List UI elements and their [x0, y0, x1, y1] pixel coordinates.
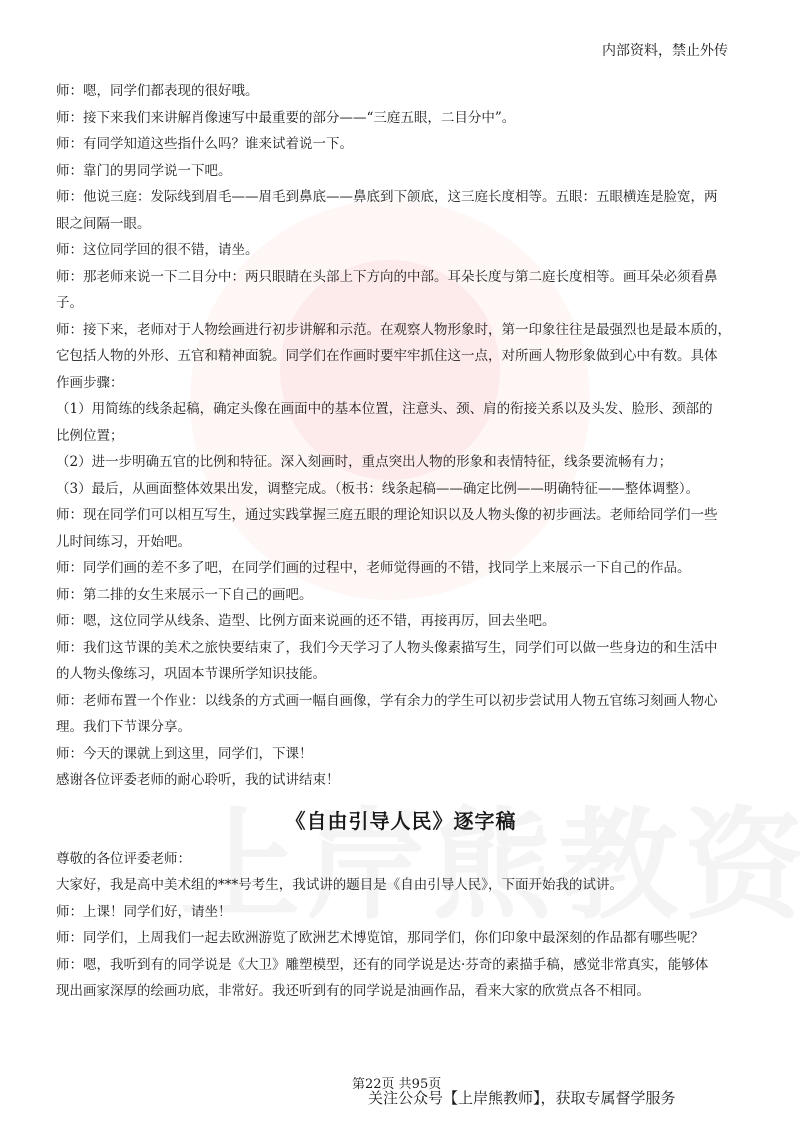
- text-line: （2）进一步明确五官的比例和特征。深入刻画时，重点突出人物的形象和表情特征，线条要流畅有力；: [56, 454, 673, 470]
- document-body: [56, 78, 746, 1005]
- text-line: 眼之间隔一眼。: [56, 215, 151, 232]
- text-line: 师：我们这节课的美术之旅快要结束了，我们今天学习了人物头像素描写生，同学们可以做一些身边的和生活中: [56, 639, 718, 656]
- text-line: 师：这位同学回的很不错，请坐。: [56, 242, 259, 258]
- text-line: 儿时间练习，开始吧。: [56, 533, 191, 550]
- transcript-section-2: [56, 846, 746, 1005]
- text-line: 大家好，我是高中美术组的***号考生，我试讲的题目是《自由引导人民》，下面开始我的试讲。: [56, 877, 623, 893]
- section-title: 《自由引导人民》逐字稿: [285, 808, 517, 833]
- header-note: 内部资料，禁止外传: [602, 43, 728, 59]
- text-line: 师：第二排的女生来展示一下自己的画吧。: [56, 586, 313, 603]
- text-line: 师：那老师来说一下二目分中：两只眼睛在头部上下方向的中部。耳朵长度与第二庭长度相等。画耳朵必须看鼻: [56, 268, 718, 285]
- text-line: 作画步骤：: [56, 374, 124, 391]
- text-line: 现出画家深厚的绘画功底，非常好。我还听到有的同学说是油画作品，看来大家的欣赏点各不相同。: [56, 983, 650, 999]
- text-line: 师：嗯，我听到有的同学说是《大卫》雕塑模型，还有的同学说是达·芬奇的素描手稿，感觉非常真实，能够体: [56, 956, 709, 973]
- page-number: 第22页 共95页: [352, 1077, 442, 1092]
- text-line: 师：老师布置一个作业：以线条的方式画一幅自画像，学有余力的学生可以初步尝试用人物五官练习刻画人物心: [56, 692, 718, 709]
- text-line: 师：同学们画的差不多了吧，在同学们画的过程中，老师觉得画的不错，找同学上来展示一下自己的作品。: [56, 560, 691, 576]
- footer-promo: 关注公众号【上岸熊教师】，获取专属督学服务: [368, 1089, 676, 1107]
- text-line: 师：现在同学们可以相互写生，通过实践掌握三庭五眼的理论知识以及人物头像的初步画法。老师给同学们一些: [56, 507, 718, 523]
- text-line: 师：嗯，同学们都表现的很好哦。: [56, 83, 259, 99]
- text-line: 师：嗯，这位同学从线条、造型、比例方面来说画的还不错，再接再厉，回去坐吧。: [56, 613, 556, 629]
- text-line: 师：他说三庭：发际线到眉毛——眉毛到鼻底——鼻底到下颌底，这三庭长度相等。五眼：五眼横连是脸宽，两: [56, 189, 718, 205]
- text-line: 比例位置；: [56, 427, 124, 444]
- text-line: 理。我们下节课分享。: [56, 719, 191, 735]
- text-line: 师：有同学知道这些指什么吗？谁来试着说一下。: [56, 136, 353, 152]
- text-line: 师：靠门的男同学说一下吧。: [56, 162, 232, 179]
- transcript-section-1: [56, 78, 746, 794]
- text-line: 师：今天的课就上到这里，同学们，下课！: [56, 745, 313, 762]
- text-line: （3）最后，从画面整体效果出发，调整完成。（板书：线条起稿——确定比例——明确特征——整体调整）。: [56, 480, 700, 497]
- text-line: 它包括人物的外形、五官和精神面貌。同学们在作画时要牢牢抓住这一点，对所画人物形象做到心中有数。具体: [56, 348, 718, 364]
- text-line: 师：接下来我们来讲解肖像速写中最重要的部分——“三庭五眼，二目分中”。: [56, 109, 516, 126]
- text-line: （1）用简练的线条起稿，确定头像在画面中的基本位置，注意头、颈、肩的衔接关系以及头发、脸形、颈部的: [56, 401, 713, 417]
- text-line: 师：同学们，上周我们一起去欧洲游览了欧洲艺术博览馆，那同学们，你们印象中最深刻的作品都有哪些呢？: [56, 930, 704, 946]
- text-line: 子。: [56, 295, 83, 311]
- text-line: 尊敬的各位评委老师：: [56, 850, 191, 867]
- text-line: 师：接下来，老师对于人物绘画进行初步讲解和示范。在观察人物形象时，第一印象往往是最强烈也是最本质的，: [56, 321, 731, 338]
- text-line: 感谢各位评委老师的耐心聆听，我的试讲结束！: [56, 772, 340, 788]
- text-line: 的人物头像练习，巩固本节课所学知识技能。: [56, 666, 326, 682]
- text-line: 师：上课！同学们好，请坐！: [56, 903, 232, 920]
